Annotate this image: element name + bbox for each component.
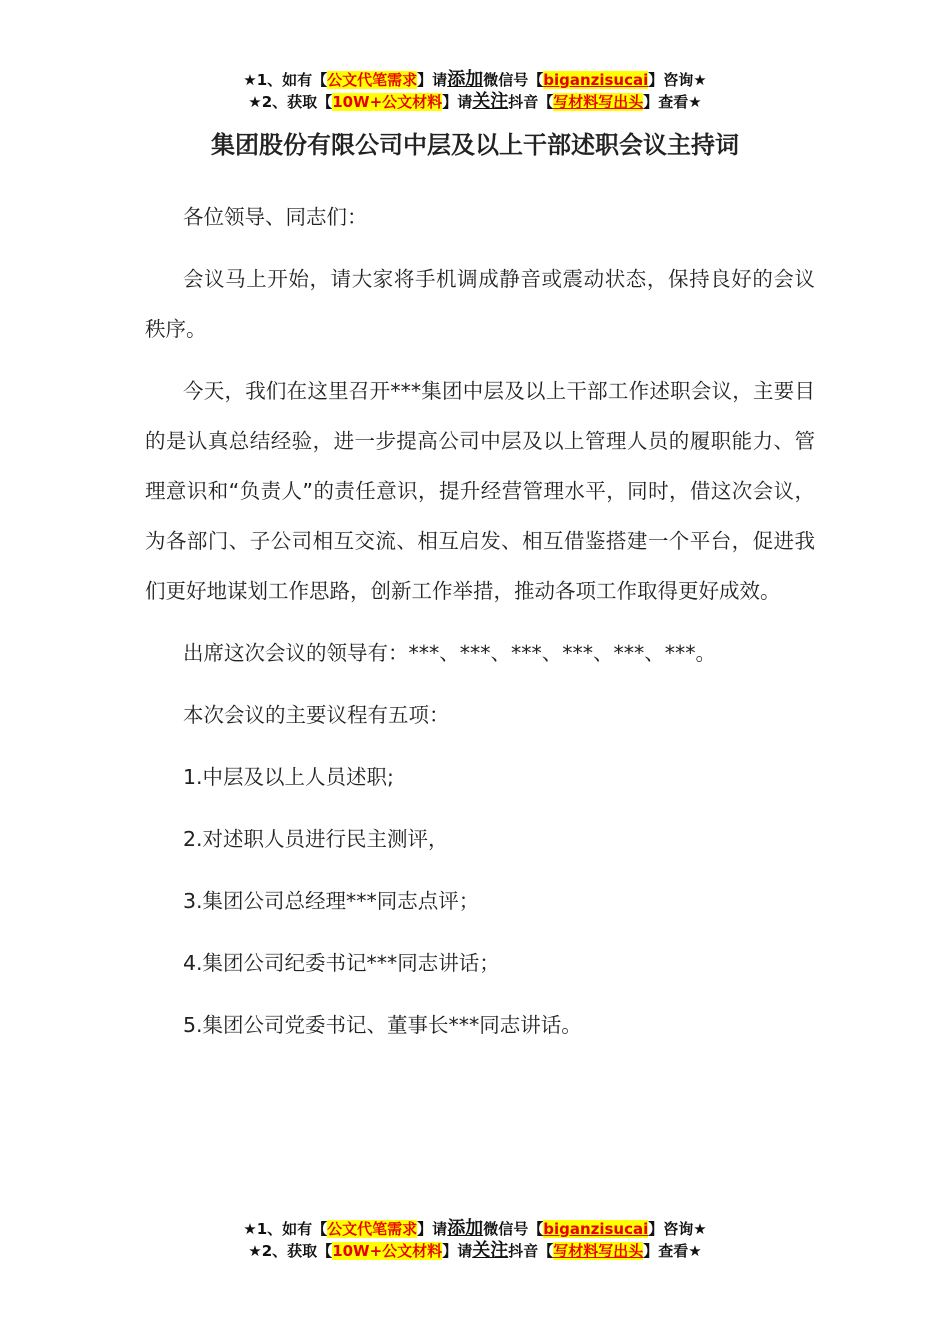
agenda-item: 5.集团公司党委书记、董事长***同志讲话。: [183, 1013, 582, 1037]
promo-text: 】请: [417, 1220, 448, 1238]
wechat-id: biganzisucai: [543, 71, 649, 89]
promo-text: ★2、获取【: [248, 1242, 333, 1260]
agenda-item: 2.对述职人员进行民主测评，: [183, 827, 449, 851]
agenda-item: 1.中层及以上人员述职;: [183, 765, 394, 789]
douyin-account: 写材料写出头: [553, 93, 644, 111]
promo-highlight: 公文代笔需求: [327, 1220, 418, 1238]
document-title: 集团股份有限公司中层及以上干部述职会议主持词: [211, 131, 739, 159]
promo-line-1: [0, 1218, 950, 1240]
salutation: 各位领导、同志们：: [183, 205, 368, 229]
agenda-item: 4.集团公司纪委书记***同志讲话；: [183, 951, 500, 975]
promo-text: 微信号【: [483, 71, 544, 89]
promo-text: ★1、如有【: [243, 1220, 328, 1238]
promo-highlight: 公文代笔需求: [327, 71, 418, 89]
promo-text: 抖音【: [508, 93, 554, 111]
promo-highlight: 10W+公文材料: [332, 93, 443, 111]
promo-text: 抖音【: [508, 1242, 554, 1260]
promo-text: 】查看★: [643, 93, 702, 111]
promo-text: 】请: [442, 93, 473, 111]
promo-line-1: [0, 69, 950, 91]
promo-highlight: 10W+公文材料: [332, 1242, 443, 1260]
promo-text: ★2、获取【: [248, 93, 333, 111]
agenda-item: 3.集团公司总经理***同志点评；: [183, 889, 480, 913]
promo-banner-bottom: [0, 1218, 950, 1262]
promo-line-2: [0, 91, 950, 113]
document-body: [145, 192, 815, 1062]
promo-text: ★1、如有【: [243, 71, 328, 89]
promo-text: 】请: [442, 1242, 473, 1260]
promo-text: 】咨询★: [648, 71, 707, 89]
promo-text: 】请: [417, 71, 448, 89]
promo-emphasis: 添加: [447, 1218, 484, 1239]
promo-text: 微信号【: [483, 1220, 544, 1238]
promo-text: 】咨询★: [648, 1220, 707, 1238]
promo-emphasis: 关注: [472, 1240, 509, 1261]
douyin-account: 写材料写出头: [553, 1242, 644, 1260]
paragraph: 出席这次会议的领导有：***、***、***、***、***、***。: [183, 641, 716, 665]
promo-text: 】查看★: [643, 1242, 702, 1260]
agenda-list: [145, 752, 815, 1050]
paragraph: 今天，我们在这里召开***集团中层及以上干部工作述职会议，主要目的是认真总结经验，进一步提高公司中层及以上管理人员的履职能力、管理意识和“负责人”的责任意识，提升经营管理水平，同时，借这次会议，为各部门、子公司相互交流、相互启发、相互借鉴搭建一个平台，促进我们更好地谋划工作思路，创新工作举措，推动各项工作取得更好成效。: [145, 379, 815, 603]
promo-emphasis: 关注: [472, 91, 509, 112]
paragraph: 会议马上开始，请大家将手机调成静音或震动状态，保持良好的会议秩序。: [145, 267, 815, 341]
promo-banner-top: [0, 69, 950, 113]
promo-emphasis: 添加: [447, 69, 484, 90]
wechat-id: biganzisucai: [543, 1220, 649, 1238]
paragraph: 本次会议的主要议程有五项：: [183, 703, 450, 727]
promo-line-2: [0, 1240, 950, 1262]
